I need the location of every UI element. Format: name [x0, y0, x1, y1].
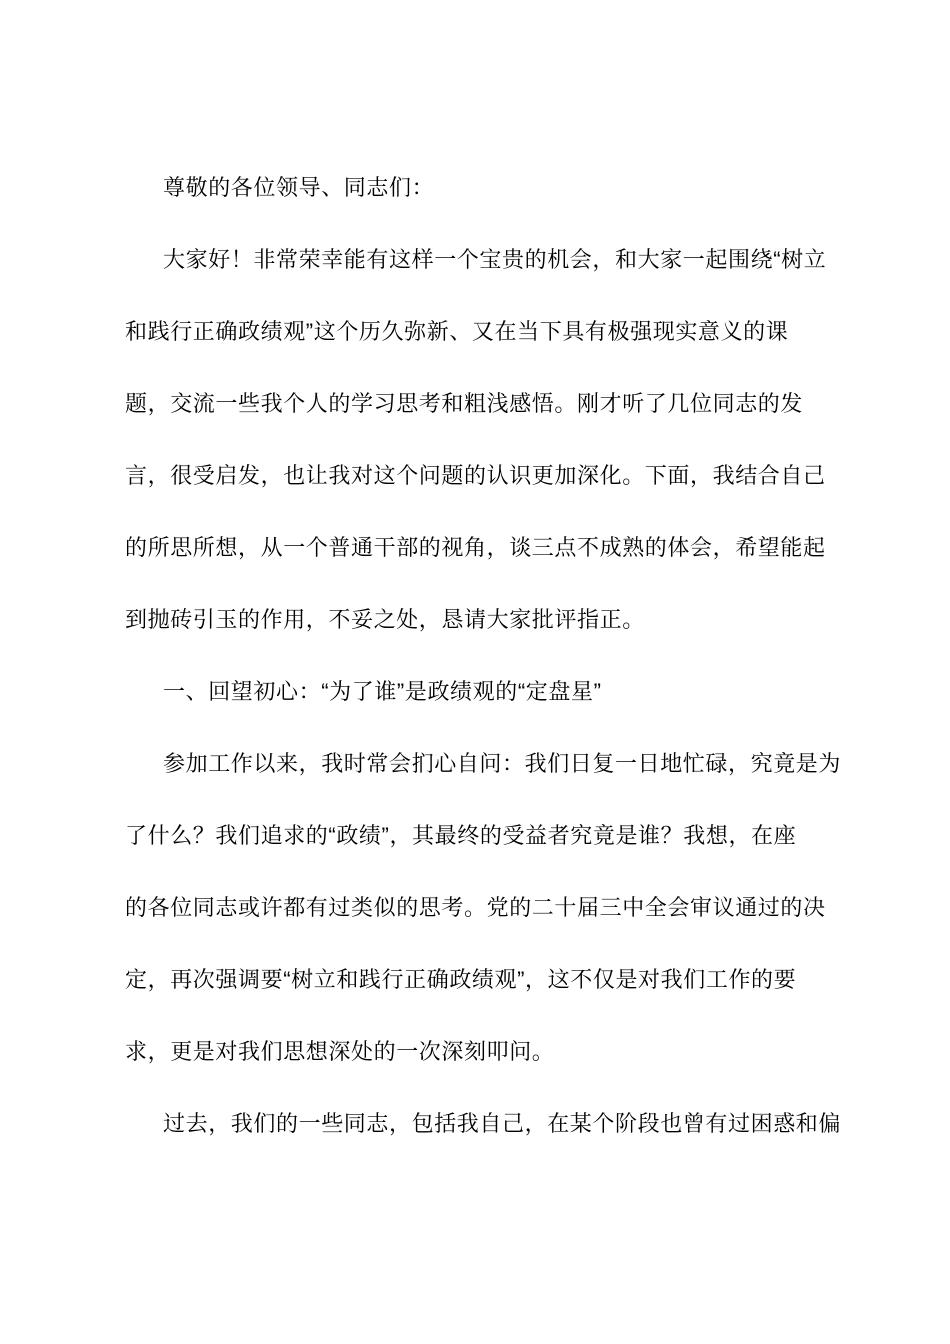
body-line: 言，很受启发，也让我对这个问题的认识更加深化。下面，我结合自己: [125, 463, 826, 488]
body-line: 参加工作以来，我时常会扪心自问：我们日复一日地忙碌，究竟是为: [163, 751, 842, 776]
body-line: 和践行正确政绩观”这个历久弥新、又在当下具有极强现实意义的课: [125, 319, 789, 344]
body-line: 大家好！非常荣幸能有这样一个宝贵的机会，和大家一起围绕“树立: [163, 247, 827, 272]
salutation-line: 尊敬的各位领导、同志们：: [163, 175, 435, 200]
document-page: [125, 152, 842, 1160]
body-line: 定，再次强调要“树立和践行正确政绩观”，这不仅是对我们工作的要: [125, 967, 797, 992]
body-line: 了什么？我们追求的“政绩”，其最终的受益者究竟是谁？我想，在座: [125, 823, 797, 848]
body-line: 的各位同志或许都有过类似的思考。党的二十届三中全会审议通过的决: [125, 895, 826, 920]
section-heading: 一、回望初心：“为了谁”是政绩观的“定盘星”: [163, 679, 602, 704]
body-line: 题，交流一些我个人的学习思考和粗浅感悟。刚才听了几位同志的发: [125, 391, 804, 416]
body-line: 过去，我们的一些同志，包括我自己，在某个阶段也曾有过困惑和偏: [163, 1111, 842, 1136]
body-line: 到抛砖引玉的作用，不妥之处，恳请大家批评指正。: [125, 607, 645, 632]
body-line: 求，更是对我们思想深处的一次深刻叩问。: [125, 1039, 555, 1064]
body-line: 的所思所想，从一个普通干部的视角，谈三点不成熟的体会，希望能起: [125, 535, 826, 560]
